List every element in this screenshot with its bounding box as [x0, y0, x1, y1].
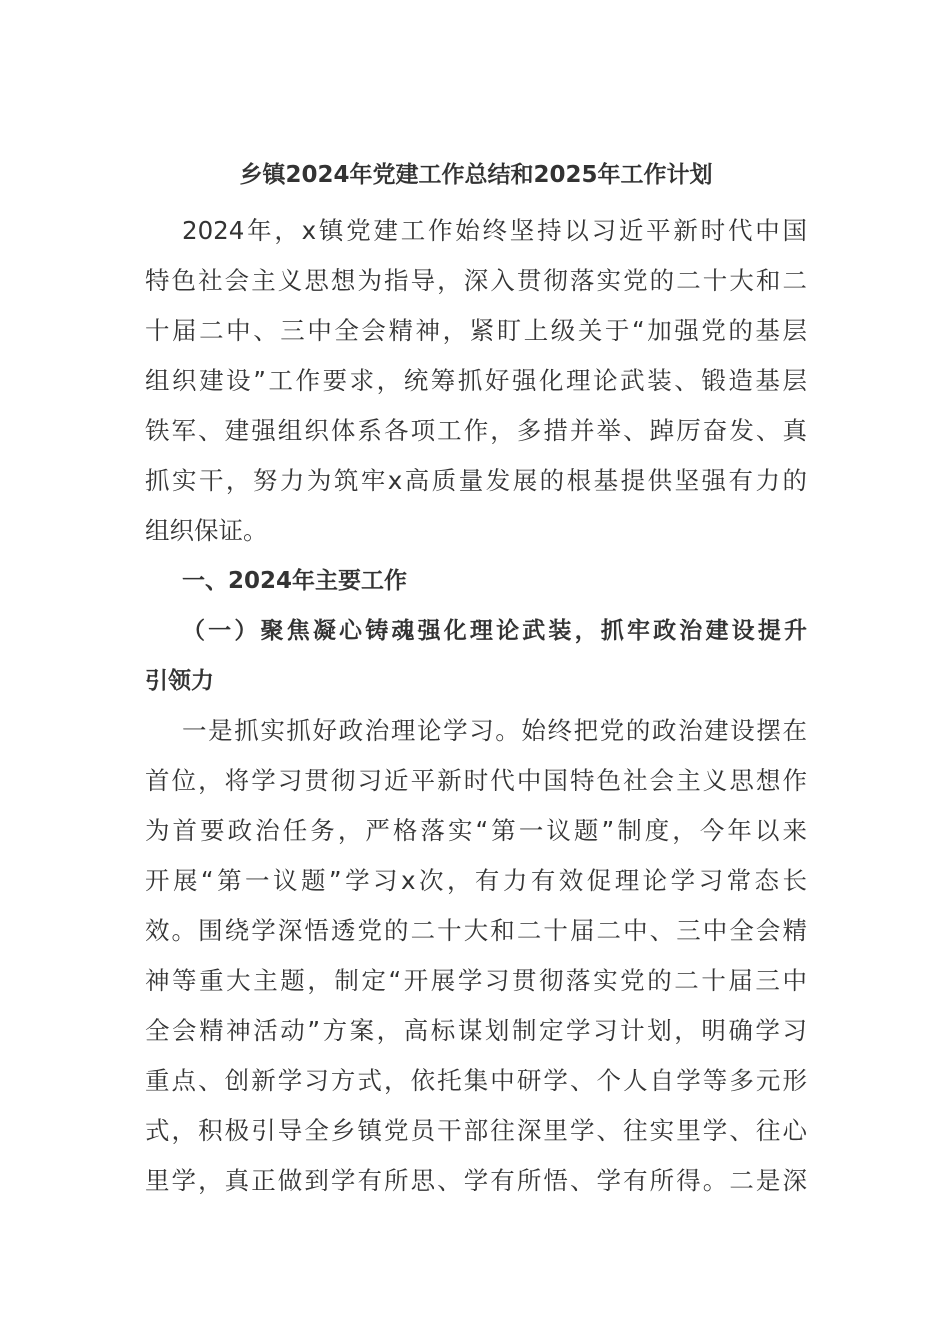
intro-paragraph — [145, 206, 807, 556]
intro-line: 铁军、建强组织体系各项工作，多措并举、踔厉奋发、真 — [145, 416, 807, 445]
body-line: 效。围绕学深悟透党的二十大和二十届二中、三中全会精 — [145, 916, 807, 945]
body-line: 一是抓实抓好政治理论学习。始终把党的政治建设摆在 — [182, 716, 807, 745]
intro-line: 组织建设”工作要求，统筹抓好强化理论武装、锻造基层 — [145, 366, 807, 395]
intro-line: 2024年，x镇党建工作始终坚持以习近平新时代中国 — [182, 216, 807, 245]
body-line: 首位，将学习贯彻习近平新时代中国特色社会主义思想作 — [145, 766, 807, 795]
subsection-heading-line: （一）聚焦凝心铸魂强化理论武装，抓牢政治建设提升 — [182, 618, 807, 644]
body-line: 重点、创新学习方式，依托集中研学、个人自学等多元形 — [145, 1066, 807, 1095]
intro-line: 十届二中、三中全会精神，紧盯上级关于“加强党的基层 — [145, 316, 807, 345]
body-line: 式，积极引导全乡镇党员干部往深里学、往实里学、往心 — [145, 1116, 807, 1145]
body-line: 里学，真正做到学有所思、学有所悟、学有所得。二是深 — [145, 1166, 807, 1195]
document-content — [145, 152, 807, 1206]
body-line: 神等重大主题，制定“开展学习贯彻落实党的二十届三中 — [145, 966, 807, 995]
intro-line: 特色社会主义思想为指导，深入贯彻落实党的二十大和二 — [145, 266, 807, 295]
subsection-heading-line: 引领力 — [145, 668, 214, 694]
intro-line: 抓实干，努力为筑牢x高质量发展的根基提供坚强有力的 — [145, 466, 807, 495]
body-paragraph — [145, 706, 807, 1206]
body-line: 为首要政治任务，严格落实“第一议题”制度，今年以来 — [145, 816, 807, 845]
document-title: 乡镇2024年党建工作总结和2025年工作计划 — [239, 162, 713, 188]
intro-line: 组织保证。 — [145, 516, 268, 545]
body-line: 全会精神活动”方案，高标谋划制定学习计划，明确学习 — [145, 1016, 807, 1045]
section-heading: 一、2024年主要工作 — [182, 568, 408, 594]
body-line: 开展“第一议题”学习x次，有力有效促理论学习常态长 — [145, 866, 807, 895]
subsection-heading — [145, 606, 807, 706]
